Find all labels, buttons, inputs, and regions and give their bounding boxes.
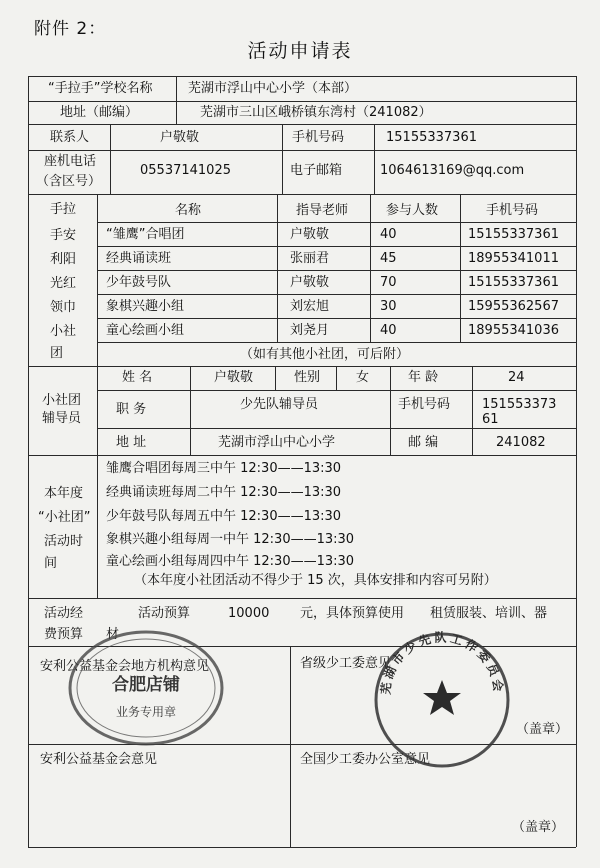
grid-line <box>282 124 283 194</box>
club-row-count: 30 <box>380 299 397 314</box>
grid-line <box>472 366 473 455</box>
grid-line <box>97 246 576 247</box>
budget-label: 活动经 <box>44 606 84 621</box>
grid-line <box>277 194 278 342</box>
grid-line <box>28 194 576 195</box>
seal-note: （盖章） <box>516 722 569 737</box>
club-note: （如有其他小社团，可后附） <box>240 347 410 362</box>
club-side-char: 利阳 <box>50 252 77 267</box>
club-side-char: 手安 <box>50 228 77 243</box>
grid-line <box>28 847 576 848</box>
contact-label: 联系人 <box>50 130 90 145</box>
grid-line <box>97 318 576 319</box>
grid-line <box>190 366 191 455</box>
club-row-count: 40 <box>380 227 397 242</box>
club-row-phone: 15155337361 <box>468 275 559 290</box>
schedule-item: 童心绘画小组每周四中午 12:30——13:30 <box>106 554 355 569</box>
national-opinion-label: 全国少工委办公室意见 <box>300 752 431 767</box>
mobile-label: 手机号码 <box>292 130 345 145</box>
club-row-teacher: 户敬敬 <box>290 275 330 290</box>
counselor-address-label: 地 址 <box>116 435 147 450</box>
grid-line <box>460 194 461 342</box>
club-row-name: 经典诵读班 <box>106 251 172 266</box>
grid-line <box>97 428 576 429</box>
schedule-item: 少年鼓号队每周五中午 12:30——13:30 <box>106 509 342 524</box>
grid-line <box>97 342 576 343</box>
club-row-name: 童心绘画小组 <box>106 323 185 338</box>
schedule-label-line: 本年度 <box>44 486 84 501</box>
left-seal-stamp <box>66 628 226 748</box>
school-name-value: 芜湖市浮山中心小学（本部） <box>188 81 358 96</box>
phone-label: 座机电话 <box>44 154 97 169</box>
local-opinion-label: 安利公益基金会地方机构意见 <box>40 659 210 674</box>
contact-value: 户敬敬 <box>160 130 200 145</box>
grid-line <box>97 270 576 271</box>
email-label: 电子邮箱 <box>290 163 343 178</box>
counselor-post-value: 少先队辅导员 <box>240 397 319 412</box>
counselor-age-value: 24 <box>508 370 525 385</box>
grid-line <box>28 101 576 102</box>
club-row-name: 象棋兴趣小组 <box>106 299 185 314</box>
counselor-gender-label: 性别 <box>294 370 321 385</box>
counselor-name-value: 户敬敬 <box>214 370 254 385</box>
counselor-post-label: 职 务 <box>116 402 147 417</box>
seal-note-2: （盖章） <box>512 820 565 835</box>
email-value: 1064613169@qq.com <box>380 163 525 178</box>
grid-line <box>110 124 111 194</box>
club-row-count: 40 <box>380 323 397 338</box>
club-header-phone: 手机号码 <box>486 203 539 218</box>
grid-line <box>290 646 291 847</box>
budget-text-4: 材 <box>106 627 120 642</box>
club-row-phone: 15155337361 <box>468 227 559 242</box>
club-row-count: 70 <box>380 275 397 290</box>
grid-line <box>28 598 576 599</box>
schedule-note: （本年度小社团活动不得少于 15 次，具体安排和内容可另附） <box>134 573 497 588</box>
club-row-teacher: 刘宏旭 <box>290 299 330 314</box>
budget-text-3: 租赁服装、培训、器 <box>430 606 548 621</box>
grid-line <box>275 366 276 390</box>
attachment-label: 附件 2： <box>34 19 107 39</box>
grid-line <box>28 76 29 847</box>
club-side-char: 团 <box>50 346 64 361</box>
schedule-item: 经典诵读班每周二中午 12:30——13:30 <box>106 485 342 500</box>
schedule-label-line: “小社团” <box>38 510 91 525</box>
club-header-teacher: 指导老师 <box>296 203 349 218</box>
counselor-zip-value: 241082 <box>496 435 546 450</box>
grid-line <box>97 222 576 223</box>
club-side-char: 手拉 <box>50 202 77 217</box>
club-row-name: 少年鼓号队 <box>106 275 172 290</box>
provincial-opinion-label: 省级少工委意见 <box>300 656 392 671</box>
club-row-teacher: 张丽君 <box>290 251 330 266</box>
grid-line <box>97 390 576 391</box>
address-label: 地址（邮编） <box>60 105 139 120</box>
phone-value: 05537141025 <box>140 163 231 178</box>
counselor-age-label: 年 龄 <box>408 370 439 385</box>
budget-amount: 10000 <box>228 606 270 621</box>
mobile-value: 15155337361 <box>386 130 477 145</box>
club-row-phone: 18955341011 <box>468 251 559 266</box>
counselor-gender-value: 女 <box>356 370 370 385</box>
grid-line <box>97 294 576 295</box>
club-side-char: 小社 <box>50 324 77 339</box>
star-icon <box>423 680 461 715</box>
club-header-count: 参与人数 <box>386 203 439 218</box>
grid-line <box>28 455 576 456</box>
budget-label-2: 费预算 <box>44 627 84 642</box>
schedule-label-line: 间 <box>44 556 58 571</box>
counselor-mobile-label: 手机号码 <box>398 397 451 412</box>
club-row-count: 45 <box>380 251 397 266</box>
club-row-teacher: 刘尧月 <box>290 323 330 338</box>
club-side-char: 领巾 <box>50 300 77 315</box>
club-side-char: 光红 <box>50 276 77 291</box>
grid-line <box>576 76 577 847</box>
grid-line <box>28 76 576 77</box>
counselor-address-value: 芜湖市浮山中心小学 <box>218 435 336 450</box>
form-title: 活动申请表 <box>247 40 353 62</box>
counselor-label-2: 辅导员 <box>42 411 82 426</box>
counselor-mobile-value-2: 61 <box>482 412 499 427</box>
schedule-label-line: 活动时 <box>44 534 84 549</box>
left-seal-text: 合肥店铺 <box>112 675 180 695</box>
counselor-name-label: 姓 名 <box>122 370 153 385</box>
schedule-item: 雏鹰合唱团每周三中午 12:30——13:30 <box>106 461 342 476</box>
grid-line <box>176 76 177 124</box>
budget-text: 活动预算 <box>138 606 191 621</box>
grid-line <box>390 366 391 455</box>
grid-line <box>370 194 371 342</box>
grid-line <box>336 366 337 390</box>
right-seal-stamp <box>372 630 512 770</box>
counselor-label: 小社团 <box>42 393 82 408</box>
counselor-mobile-value: 151553373 <box>482 397 557 412</box>
club-header-name: 名称 <box>175 203 202 218</box>
grid-line <box>97 194 98 598</box>
left-seal-sub: 业务专用章 <box>115 705 177 719</box>
club-row-name: “雏鹰”合唱团 <box>106 227 185 242</box>
club-row-phone: 18955341036 <box>468 323 559 338</box>
budget-text-2: 元，具体预算使用 <box>300 606 405 621</box>
phone-label-area: （含区号） <box>36 174 102 189</box>
address-value: 芜湖市三山区峨桥镇东湾村（241082） <box>200 105 432 120</box>
school-name-label: “手拉手”学校名称 <box>48 81 153 96</box>
club-row-phone: 15955362567 <box>468 299 559 314</box>
schedule-item: 象棋兴趣小组每周一中午 12:30——13:30 <box>106 532 355 547</box>
right-seal-text: 芜湖市少先队工作委员会 <box>378 630 506 696</box>
counselor-zip-label: 邮 编 <box>408 435 439 450</box>
grid-line <box>374 124 375 194</box>
foundation-opinion-label: 安利公益基金会意见 <box>40 752 158 767</box>
grid-line <box>28 366 576 367</box>
club-row-teacher: 户敬敬 <box>290 227 330 242</box>
